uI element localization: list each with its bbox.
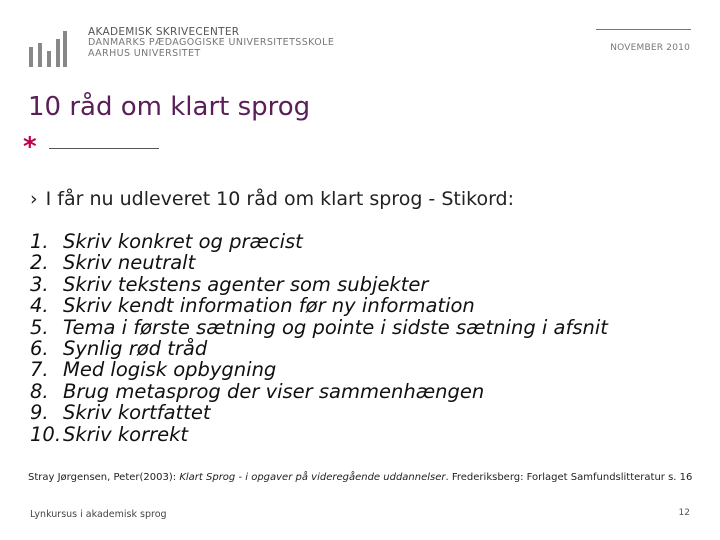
footer-course-name: Lynkursus i akademisk sprog xyxy=(30,509,167,520)
list-item xyxy=(30,338,608,359)
item-number: 5. xyxy=(30,315,49,339)
item-number: 4. xyxy=(30,294,49,318)
organization-header xyxy=(88,26,334,60)
item-number: 7. xyxy=(30,358,49,382)
list-item xyxy=(30,317,608,338)
item-text: Skriv konkret og præcist xyxy=(63,230,303,253)
org-university: AARHUS UNIVERSITET xyxy=(88,47,201,59)
asterisk-mark: * xyxy=(23,132,37,162)
advice-list xyxy=(30,231,608,445)
citation-publisher: . Frederiksberg: Forlaget Samfundslitteratur s. 16 xyxy=(445,472,693,483)
bullet-chevron-icon: › xyxy=(30,188,38,210)
item-text: Tema i første sætning og pointe i sidste sætning i afsnit xyxy=(63,315,608,339)
list-item xyxy=(30,402,608,423)
item-text: Skriv tekstens agenter som subjekter xyxy=(63,272,429,296)
list-item xyxy=(30,231,608,252)
item-text: Brug metasprog der viser sammenhængen xyxy=(63,379,485,403)
header-divider xyxy=(596,29,691,30)
item-number: 10. xyxy=(30,422,62,446)
intro-line xyxy=(30,188,514,210)
header-date: NOVEMBER 2010 xyxy=(610,43,690,53)
citation-author: Stray Jørgensen, Peter(2003): xyxy=(28,472,180,483)
title-divider xyxy=(49,148,159,149)
org-name: AKADEMISK SKRIVECENTER xyxy=(88,26,240,38)
aarhus-university-logo-icon xyxy=(28,29,68,67)
list-item xyxy=(30,274,608,295)
list-item xyxy=(30,359,608,380)
item-number: 9. xyxy=(30,401,49,425)
item-text: Skriv kendt information før ny information xyxy=(63,294,475,318)
list-item xyxy=(30,424,608,445)
item-number: 8. xyxy=(30,379,49,403)
citation-title: Klart Sprog - i opgaver på videregående uddannelser xyxy=(179,472,446,483)
slide-title: 10 råd om klart sprog xyxy=(28,92,311,122)
item-text: Synlig rød tråd xyxy=(63,337,208,361)
item-number: 6. xyxy=(30,337,49,361)
page-number: 12 xyxy=(678,508,690,518)
item-text: Med logisk opbygning xyxy=(63,358,277,382)
org-school: DANMARKS PÆDAGOGISKE UNIVERSITETSSKOLE xyxy=(88,37,335,49)
list-item xyxy=(30,381,608,402)
list-item xyxy=(30,295,608,316)
item-number: 3. xyxy=(30,272,49,296)
item-text: Skriv neutralt xyxy=(63,251,196,275)
list-item xyxy=(30,252,608,273)
item-text: Skriv korrekt xyxy=(63,422,189,446)
citation xyxy=(28,472,692,483)
intro-text: I får nu udleveret 10 råd om klart sprog - Stikord: xyxy=(45,188,515,210)
item-number: 2. xyxy=(30,251,49,275)
item-text: Skriv kortfattet xyxy=(63,401,211,425)
item-number: 1. xyxy=(30,230,49,253)
